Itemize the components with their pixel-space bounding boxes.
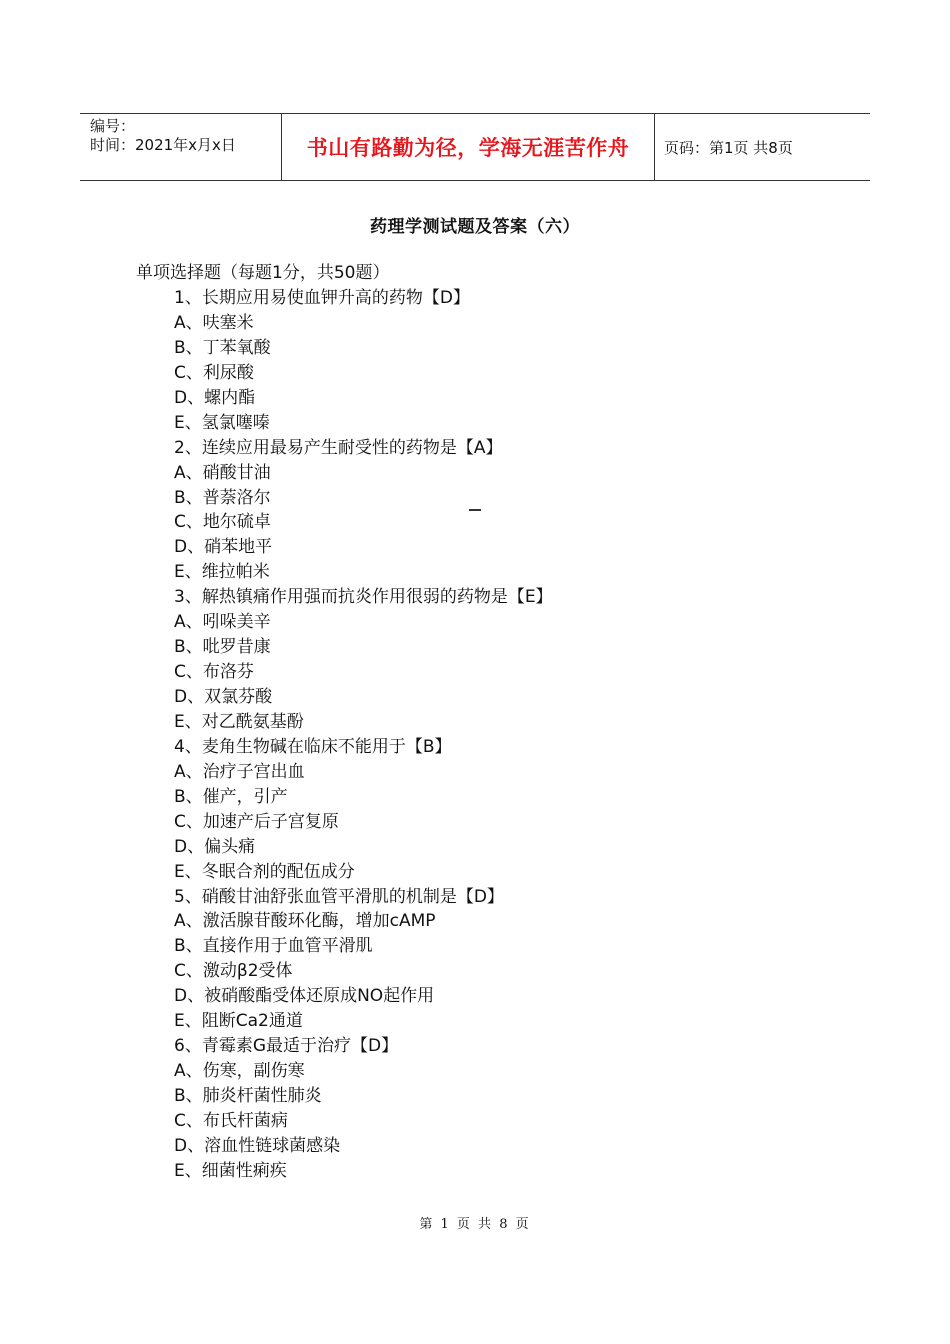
list-item: B、催产，引产 xyxy=(174,786,288,807)
list-item: 6、青霉素G最适于治疗【D】 xyxy=(174,1036,399,1057)
list-item: A、治疗子宫出血 xyxy=(174,761,305,782)
list-item: B、直接作用于血管平滑肌 xyxy=(174,936,373,957)
list-item: B、普萘洛尔 xyxy=(174,487,271,508)
list-item: 2、连续应用最易产生耐受性的药物是【A】 xyxy=(174,437,503,458)
list-item: E、细菌性痢疾 xyxy=(174,1160,287,1181)
list-item: B、吡罗昔康 xyxy=(174,637,271,658)
stray-mark xyxy=(469,509,481,511)
list-item: A、伤寒，副伤寒 xyxy=(174,1061,305,1082)
section-heading: 单项选择题（每题1分，共50题） xyxy=(136,263,390,283)
list-item: C、利尿酸 xyxy=(174,362,254,383)
list-item: B、肺炎杆菌性肺炎 xyxy=(174,1086,322,1106)
list-item: D、溶血性链球菌感染 xyxy=(174,1135,341,1156)
list-item: 3、解热镇痛作用强而抗炎作用很弱的药物是【E】 xyxy=(174,587,553,608)
list-item: E、对乙酰氨基酚 xyxy=(174,711,304,732)
list-item: C、布洛芬 xyxy=(174,662,254,683)
document-header xyxy=(80,113,870,181)
list-item: C、激动β2受体 xyxy=(174,961,293,982)
list-item: C、地尔硫卓 xyxy=(174,512,271,533)
list-item: D、偏头痛 xyxy=(174,836,256,857)
list-item: A、硝酸甘油 xyxy=(174,462,271,483)
list-item: D、双氯芬酸 xyxy=(174,687,273,707)
list-item: D、螺内酯 xyxy=(174,387,256,408)
header-page-info: 页码：第1页 共8页 xyxy=(664,138,793,157)
list-item: E、维拉帕米 xyxy=(174,562,270,583)
list-item: B、丁苯氧酸 xyxy=(174,337,271,358)
list-item: A、呋塞米 xyxy=(174,312,254,333)
list-item: 4、麦角生物碱在临床不能用于【B】 xyxy=(174,736,452,757)
header-motto: 书山有路勤为径，学海无涯苦作舟 xyxy=(281,114,655,180)
list-item: E、阻断Ca2通道 xyxy=(174,1011,303,1032)
list-item: A、吲哚美辛 xyxy=(174,612,271,633)
list-item: D、被硝酸酯受体还原成NO起作用 xyxy=(174,986,435,1007)
question-list xyxy=(174,286,553,1184)
list-item: D、硝苯地平 xyxy=(174,537,273,558)
page-footer: 第 1 页 共 8 页 xyxy=(419,1217,531,1232)
code-label: 编号： xyxy=(90,117,136,135)
list-item: A、激活腺苷酸环化酶，增加cAMP xyxy=(174,911,436,932)
header-meta xyxy=(80,114,281,180)
list-item: E、氢氯噻嗪 xyxy=(174,412,270,433)
document-title: 药理学测试题及答案（六） xyxy=(370,217,580,237)
list-item: C、加速产后子宫复原 xyxy=(174,811,339,832)
list-item: C、布氏杆菌病 xyxy=(174,1110,288,1131)
list-item: 1、长期应用易使血钾升高的药物【D】 xyxy=(174,288,470,308)
date-label: 时间：2021年x月x日 xyxy=(90,136,236,154)
list-item: E、冬眠合剂的配伍成分 xyxy=(174,861,355,882)
list-item: 5、硝酸甘油舒张血管平滑肌的机制是【D】 xyxy=(174,886,504,907)
